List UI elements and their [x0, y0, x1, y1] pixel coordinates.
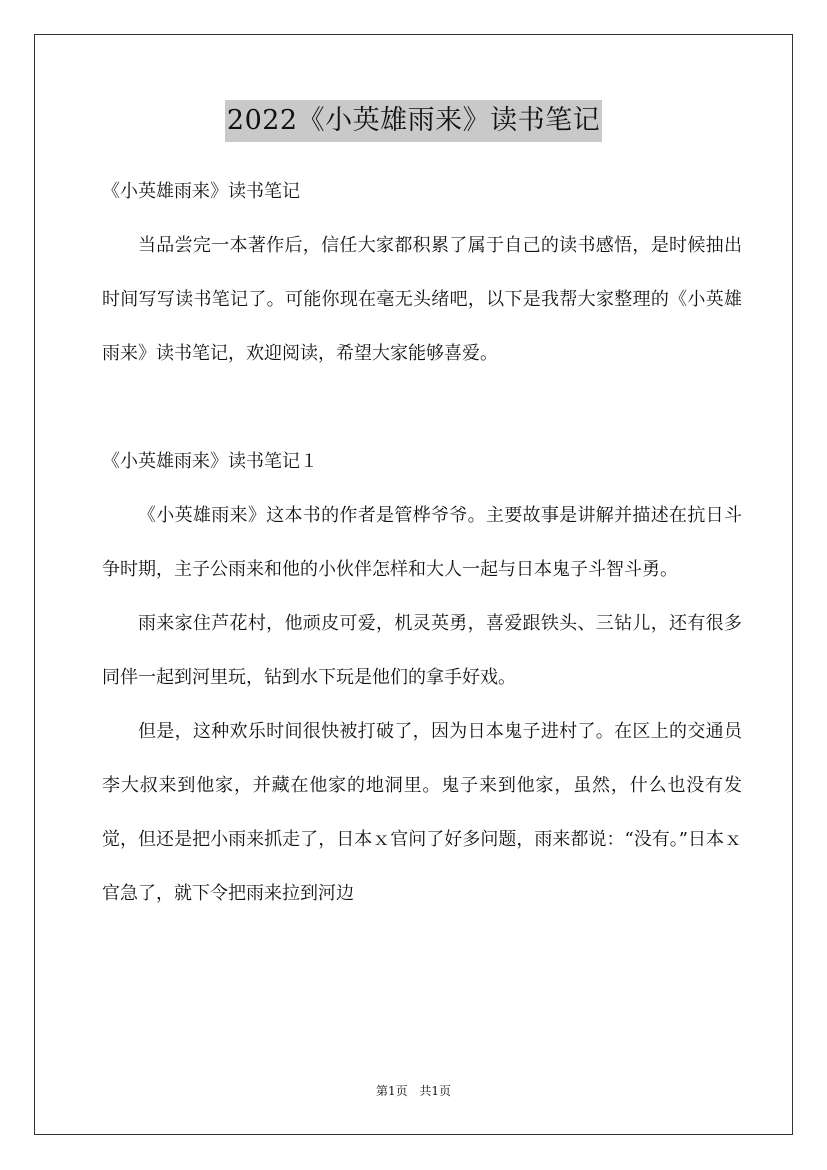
- page-number-total: 共1页: [419, 1084, 452, 1098]
- intro-paragraph: 当品尝完一本著作后，信任大家都积累了属于自己的读书感悟，是时候抽出时间写写读书笔记了。可能你现在毫无头绪吧，以下是我帮大家整理的《小英雄雨来》读书笔记，欢迎阅读，希望大家能够喜爱。: [102, 235, 742, 364]
- document-title: 2022《小英雄雨来》读书笔记: [225, 100, 602, 142]
- body-paragraph: 但是，这种欢乐时间很快被打破了，因为日本鬼子进村了。在区上的交通员李大叔来到他家，并藏在他家的地洞里。鬼子来到他家，虽然，什么也没有发觉，但还是把小雨来抓走了，日本ｘ官问了好多问题，雨来都说：“没有。”日本ｘ官急了，就下令把雨来拉到河边: [102, 721, 742, 904]
- section-heading-1: 《小英雄雨来》读书笔记１: [102, 451, 318, 472]
- body-paragraph: 《小英雄雨来》这本书的作者是管桦爷爷。主要故事是讲解并描述在抗日斗争时期，主子公雨来和他的小伙伴怎样和大人一起与日本鬼子斗智斗勇。: [102, 505, 742, 580]
- document-body: [102, 165, 742, 921]
- blank-line: [102, 381, 742, 435]
- page-footer: [0, 1083, 827, 1099]
- body-paragraph: 雨来家住芦花村，他顽皮可爱，机灵英勇，喜爱跟铁头、三钻儿，还有很多同伴一起到河里玩，钻到水下玩是他们的拿手好戏。: [102, 613, 742, 688]
- title-container: [0, 100, 827, 142]
- section-heading: 《小英雄雨来》读书笔记: [102, 181, 300, 202]
- page-number-current: 第1页: [375, 1084, 408, 1098]
